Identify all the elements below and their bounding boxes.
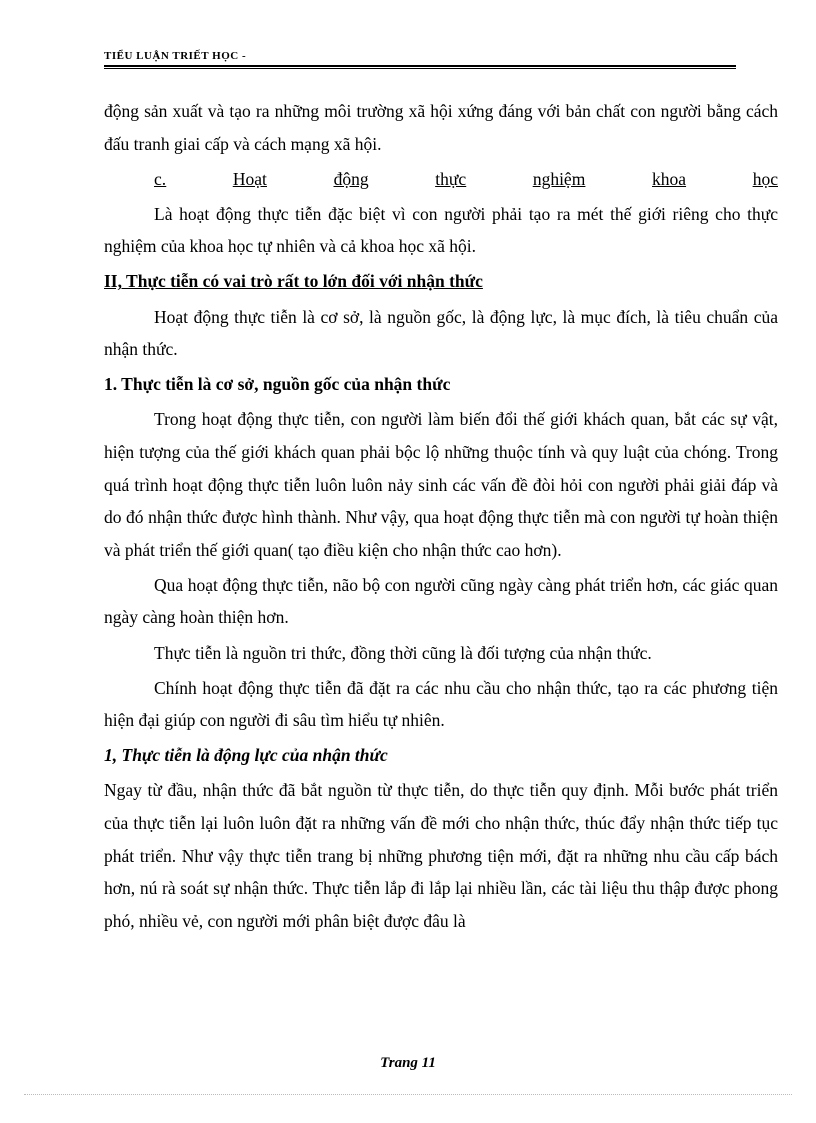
header-rule-thin	[104, 68, 736, 69]
paragraph: Trong hoạt động thực tiễn, con người làm biến đổi thế giới khách quan, bắt các sự vật, hiện tượng của thế giới khách quan phải bộc lộ những thuộc tính và quy luật của chóng. Trong quá trình hoạt động thực tiễn luôn luôn nảy sinh các vấn đề đòi hỏi con người phải giải đáp và do đó nhận thức được hình thành. Như vậy, qua hoạt động thực tiễn mà con người tự hoàn thiện và phát triển thế giới quan( tạo điều kiện cho nhận thức cao hơn).	[104, 409, 778, 560]
subheading-word: động	[333, 168, 369, 189]
paragraph: Là hoạt động thực tiễn đặc biệt vì con người phải tạo ra mét thế giới riêng cho thực nghiệm của khoa học tự nhiên và cả khoa học xã hội.	[104, 203, 778, 257]
paragraph: Hoạt động thực tiễn là cơ sở, là nguồn gốc, là động lực, là mục đích, là tiêu chuẩn của nhận thức.	[104, 306, 778, 360]
document-body	[104, 95, 778, 940]
header-rule-thick	[104, 65, 736, 67]
paragraph: động sản xuất và tạo ra những môi trường xã hội xứng đáng với bản chất con người bằng cách đấu tranh giai cấp và cách mạng xã hội.	[104, 101, 778, 154]
subheading-c	[154, 163, 778, 196]
paragraph: Thực tiễn là nguồn tri thức, đồng thời cũng là đối tượng của nhận thức.	[154, 642, 652, 663]
subheading-word: Hoạt	[232, 168, 267, 189]
subheading-word: học	[752, 168, 778, 189]
page-number: Trang 11	[380, 1055, 436, 1071]
paragraph: Chính hoạt động thực tiễn đã đặt ra các nhu cầu cho nhận thức, tạo ra các phương tiện hiện đại giúp con người đi sâu tìm hiểu tự nhiên.	[104, 677, 778, 731]
subheading-word: nghiệm	[532, 168, 586, 189]
page-bottom-divider	[24, 1094, 792, 1095]
paragraph: Qua hoạt động thực tiễn, não bộ con người cũng ngày càng phát triển hơn, các giác quan ngày càng hoàn thiện hơn.	[104, 574, 778, 628]
subheading-word: c.	[154, 168, 167, 189]
page-header	[104, 49, 736, 69]
subsection-heading: 1. Thực tiễn là cơ sở, nguồn gốc của nhận thức	[104, 374, 451, 395]
subheading-word: thực	[435, 168, 467, 189]
subheading-word: khoa	[652, 168, 687, 189]
subsection-heading: 1, Thực tiễn là động lực của nhận thức	[104, 745, 388, 766]
header-title: TIỂU LUẬN TRIẾT HỌC -	[104, 50, 247, 62]
section-heading: II, Thực tiễn có vai trò rất to lớn đối với nhận thức	[104, 271, 483, 292]
paragraph: Ngay từ đầu, nhận thức đã bắt nguồn từ thực tiễn, do thực tiễn quy định. Mỗi bước phát triển của thực tiễn lại luôn luôn đặt ra những vấn đề mới cho nhận thức, thúc đẩy nhận thức tiếp tục phát triển. Như vậy thực tiễn trang bị những phương tiện mới, đặt ra những nhu cầu cấp bách hơn, nú rà soát sự nhận thức. Thực tiễn lắp đi lắp lại nhiều lần, các tài liệu thu thập được phong phó, nhiều vẻ, con người mới phân biệt được đâu là	[104, 780, 778, 931]
